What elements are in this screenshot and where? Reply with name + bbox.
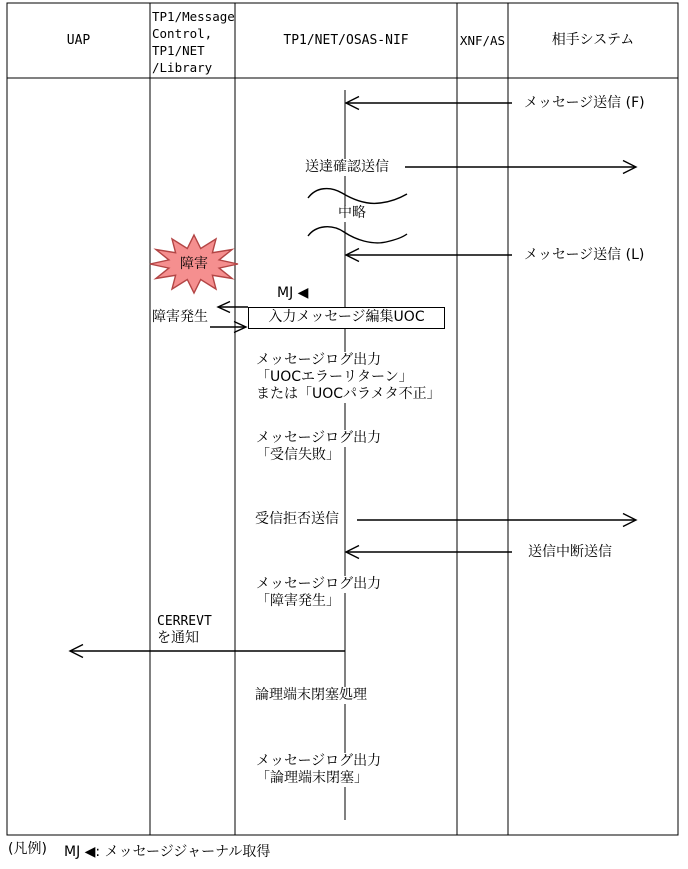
label-send-interrupt-send: 送信中断送信 — [528, 544, 612, 560]
log-uoc-error-line3: または「UOCパラメタ不正」 — [256, 386, 441, 402]
cerrevt-line2: を通知 — [157, 630, 199, 646]
header-message-control-line2: Control, — [152, 26, 213, 41]
legend-entry: MJ ◀: メッセージジャーナル取得 — [64, 844, 271, 860]
label-receive-reject-send: 受信拒否送信 — [255, 511, 339, 527]
label-omission: 中略 — [338, 205, 366, 221]
omission-wave-top — [308, 189, 407, 204]
log-uoc-error-line1: メッセージログ出力 — [256, 352, 382, 368]
header-message-control — [152, 8, 235, 76]
cerrevt-notify-block — [156, 613, 213, 647]
log-uoc-error-block — [255, 352, 442, 403]
cerrevt-line1: CERREVT — [157, 614, 212, 629]
log-failure-line1: メッセージログ出力 — [256, 576, 382, 592]
label-msg-send-f: メッセージ送信 (F) — [524, 95, 645, 111]
header-message-control-line3: TP1/NET — [152, 43, 205, 58]
log-terminal-close-line1: メッセージログ出力 — [256, 753, 382, 769]
label-msg-send-l: メッセージ送信 (L) — [524, 247, 645, 263]
label-delivery-confirm-send: 送達確認送信 — [305, 159, 389, 175]
table-frame — [7, 3, 678, 835]
log-receive-fail-block — [255, 430, 382, 464]
label-failure-occurred: 障害発生 — [152, 309, 208, 325]
header-partner-system: 相手システム — [551, 32, 635, 48]
mj-journal-marker: MJ ◀ — [277, 285, 309, 301]
omission-wave-bottom — [308, 227, 407, 243]
log-receive-fail-line1: メッセージログ出力 — [256, 430, 382, 446]
log-terminal-close-line2: 「論理端末閉塞」 — [256, 770, 368, 786]
failure-burst-label: 障害 — [180, 256, 208, 272]
log-failure-line2: 「障害発生」 — [256, 593, 340, 609]
log-uoc-error-line2: 「UOCエラーリターン」 — [256, 369, 413, 385]
header-uap: UAP — [66, 33, 91, 48]
legend-title: (凡例) — [8, 841, 47, 857]
header-xnf-as: XNF/AS — [459, 33, 506, 48]
header-message-control-line1: TP1/Message — [152, 9, 235, 24]
header-osas-nif: TP1/NET/OSAS-NIF — [283, 33, 409, 48]
log-receive-fail-line2: 「受信失敗」 — [256, 447, 340, 463]
log-terminal-close-block — [255, 753, 382, 787]
log-failure-block — [255, 576, 382, 610]
label-logical-terminal-close: 論理端末閉塞処理 — [255, 687, 367, 703]
input-message-edit-uoc-box: 入力メッセージ編集UOC — [248, 307, 445, 329]
header-message-control-line4: /Library — [152, 60, 213, 75]
